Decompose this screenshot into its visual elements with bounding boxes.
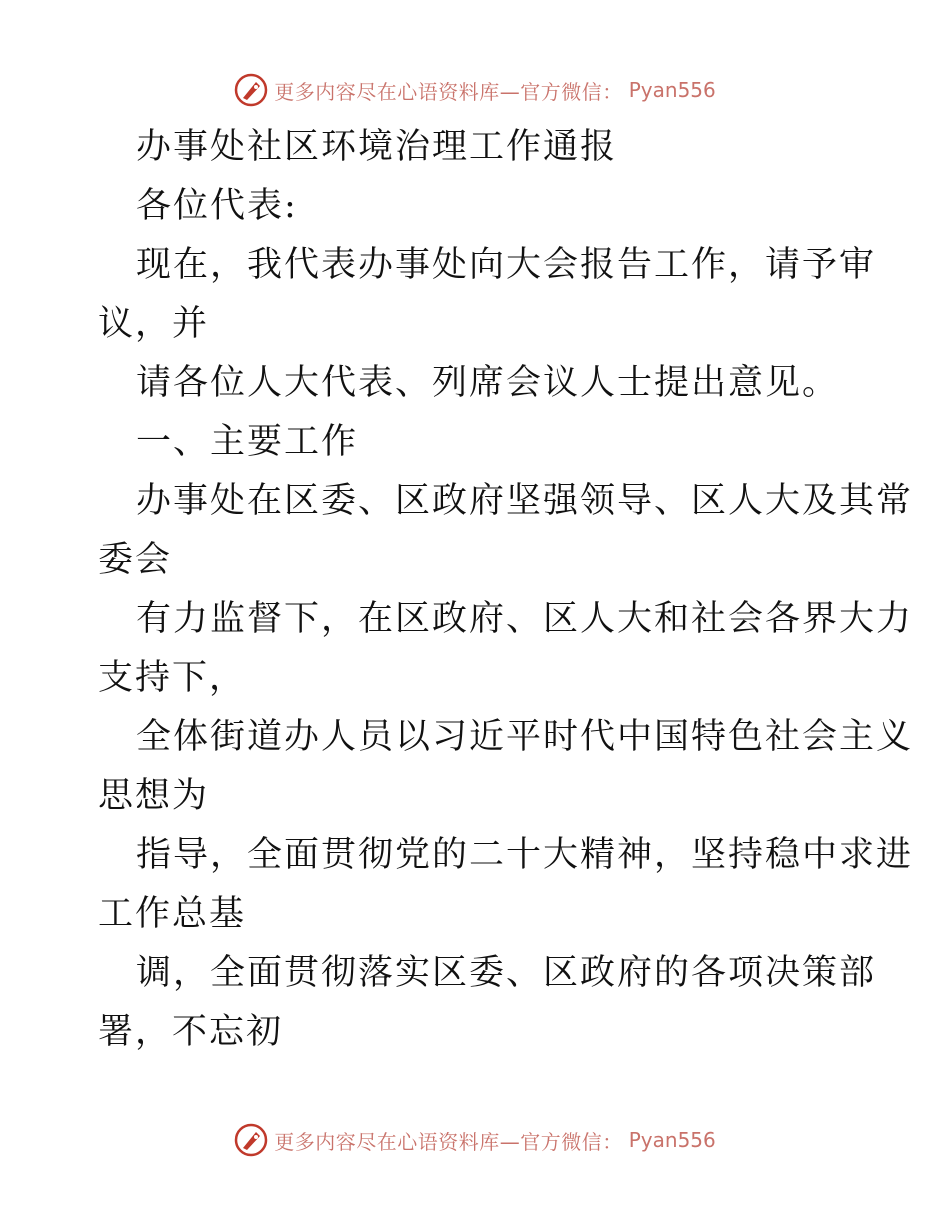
paragraph-line: 有力监督下，在区政府、区人大和社会各界大力 xyxy=(136,599,914,639)
document-body xyxy=(98,118,914,1062)
paragraph-line: 请各位人大代表、列席会议人士提出意见。 xyxy=(136,363,840,403)
document-title: 办事处社区环境治理工作通报 xyxy=(136,127,618,167)
pen-nib-logo-icon xyxy=(234,1123,268,1157)
watermark-text: 更多内容尽在心语资料库—官方微信： xyxy=(274,79,623,104)
watermark-text: 更多内容尽在心语资料库—官方微信： xyxy=(274,1129,623,1154)
watermark-header xyxy=(0,70,950,110)
watermark-wechat-id: Pyan556 xyxy=(628,1128,716,1152)
paragraph-line: 思想为 xyxy=(98,776,210,816)
section-heading: 一、主要工作 xyxy=(136,422,359,462)
paragraph-line: 办事处在区委、区政府坚强领导、区人大及其常 xyxy=(136,481,914,521)
pen-nib-logo-icon xyxy=(234,73,268,107)
paragraph-line: 署，不忘初 xyxy=(98,1012,284,1052)
watermark-footer xyxy=(0,1120,950,1160)
paragraph-line: 支持下， xyxy=(98,658,247,698)
paragraph-line: 调，全面贯彻落实区委、区政府的各项决策部 xyxy=(136,953,877,993)
paragraph-line: 工作总基 xyxy=(98,894,247,934)
paragraph-line: 全体街道办人员以习近平时代中国特色社会主义 xyxy=(136,717,914,757)
paragraph-line: 委会 xyxy=(98,540,173,580)
paragraph-line: 现在，我代表办事处向大会报告工作，请予审 xyxy=(136,245,877,285)
salutation: 各位代表: xyxy=(136,186,298,226)
watermark-wechat-id: Pyan556 xyxy=(628,78,716,102)
paragraph-line: 指导，全面贯彻党的二十大精神，坚持稳中求进 xyxy=(136,835,914,875)
paragraph-line: 议，并 xyxy=(98,304,210,344)
